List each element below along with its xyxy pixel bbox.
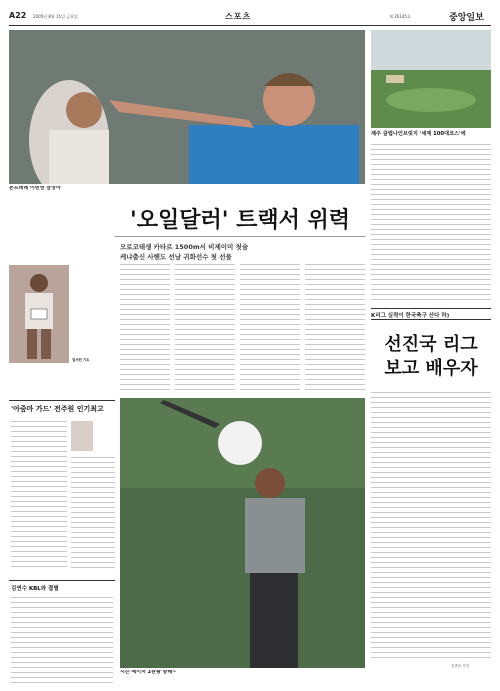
bottom-left-headline: 김연수 KBL와 결별 [11,586,59,592]
k-league-kicker-text: K리그 실력이 한국축구 산다 [371,313,440,319]
top-photo-image [9,30,365,184]
top-photo-caption-title: 본프레레 이변엔 잠망아 [9,186,61,191]
bottom-left-body [11,595,113,683]
k-league-kicker-tag: 하) [441,313,450,319]
runner-photo [9,265,69,363]
k-league-headline-2: 보고 배우자 [384,358,478,379]
runner-image [9,265,69,363]
newspaper-name: 중앙일보 [449,13,484,23]
main-story-body-col-2 [175,262,235,392]
golf-course-image [371,30,491,128]
k-league-headline-1: 선진국 리그 [384,334,478,355]
main-deck-1: 모로코태생 카타르 1500m서 비제이미 첫술 [120,243,249,251]
k-league-box [371,308,491,686]
right-top-body [371,142,491,302]
main-story-body-col-4 [305,262,365,392]
masthead-rule [9,25,491,26]
runner-caption [72,358,117,398]
golf-course-photo [371,30,491,128]
runner-caption-title: 걸서런 기도 [72,358,90,362]
main-story-body-col-1 [120,262,170,392]
golf-photo [120,398,365,668]
main-story-body-col-3 [240,262,300,392]
left-story-portrait [71,421,93,451]
section-title: 스포츠 [225,12,252,21]
issue-number: 제 26145호 [389,14,411,19]
golf-photo-caption-title: 시즌 메이저 2관왕 향해~ [120,670,177,675]
golf-photo-caption [120,670,365,686]
k-league-kicker [371,308,491,320]
k-league-byline: 김종문 기자 [451,664,470,668]
bottom-left-story [9,580,115,686]
headline-rule [115,236,365,237]
k-league-body [371,390,491,660]
masthead [9,10,491,24]
page-number: A22 [9,11,27,20]
left-story-body-2 [71,455,115,569]
top-photo-caption [9,186,365,204]
main-deck-2: 케냐출신 사헨도 선남 귀화선수 첫 선물 [120,253,232,261]
left-story-box [9,400,115,576]
issue-date: 2005년 8월 15일 금요일 [33,14,78,19]
golf-image [120,398,365,668]
main-headline: '오일달러' 트랙서 위력 [129,207,351,233]
left-story-body [11,419,67,569]
top-photo [9,30,365,184]
left-story-headline: '아줌마 가드' 전주원 인기최고 [11,405,104,413]
right-top-headline: 제주 클럽나인브릿지 '세계 100대코스'에 [371,131,466,137]
